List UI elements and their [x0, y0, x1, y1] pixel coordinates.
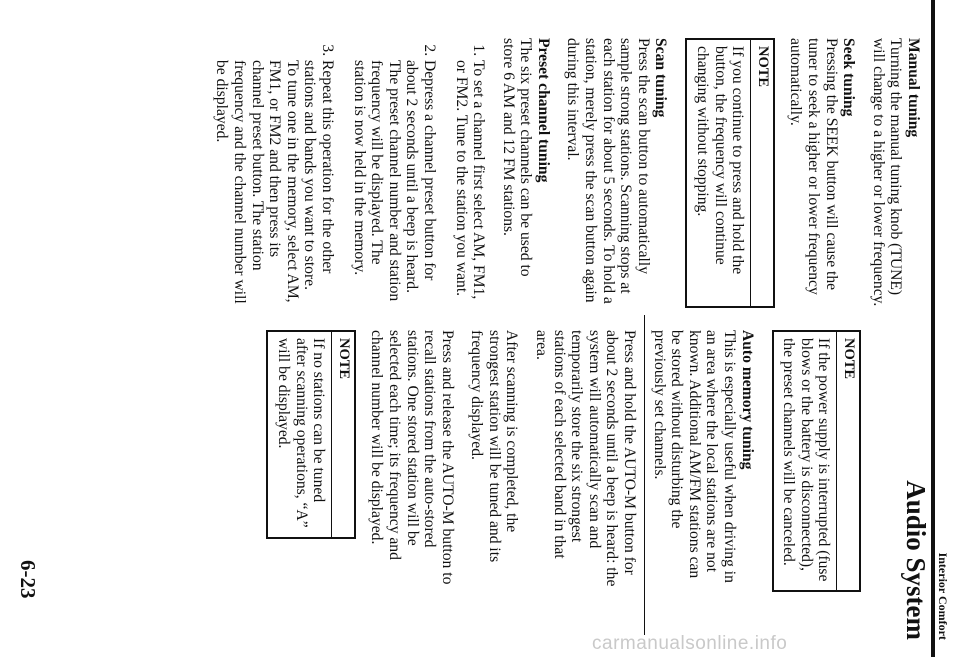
note-text: If the power supply is interrupted (fuse blows or the battery is disconnected), the preset channels will be canceled. [780, 338, 833, 582]
auto-memory-heading: Auto memory tuning [738, 330, 756, 470]
manual-tuning-section [869, 38, 922, 308]
auto-m-press-paragraph: Press and hold the AUTO-M button for about 2 seconds until a beep is heard: the system will automatically scan and temporarily store the six strongest stations of each selected band in that area. [533, 330, 639, 587]
watermark-text: carmanualsonline.info [592, 633, 788, 654]
note-label: NOTE [331, 332, 354, 537]
auto-memory-section [650, 330, 756, 592]
page-number: 6-23 [16, 560, 40, 599]
seek-tuning-heading: Seek tuning [840, 38, 858, 117]
seek-tuning-text: Pressing the SEEK button will cause the tuner to seek a higher or lower frequency automatically. [787, 38, 840, 295]
note-text: If you continue to press and hold the button, the frequency will continue changing without stopping. [694, 46, 747, 275]
preset-tuning-text: The six preset channels can be used to store 6 AM and 12 FM stations. [499, 38, 535, 277]
list-item: 2. Depress a channel preset button for about 2 seconds until a beep is heard. The preset channel number and station frequency will be displayed. The station is now held in the memory. [350, 60, 438, 308]
auto-memory-text: This is especially useful when driving in an area where the local stations are not known. Additional AM/FM stations can be stored without disturbing the previously set channels. [650, 330, 739, 583]
after-scan-paragraph: After scanning is completed, the strongest station will be tuned and its frequency displayed. [468, 330, 521, 563]
left-column [199, 38, 922, 308]
note-box-power [772, 330, 861, 592]
scan-tuning-heading: Scan tuning [652, 38, 670, 118]
auto-m-release-paragraph: Press and release the AUTO-M button to recall stations from the auto-stored stations. One stored station will be selected each time; its frequency and channel number will be displayed. [368, 330, 456, 585]
note-text: If no stations can be tuned after scanning operations, “A” will be displayed. [274, 338, 328, 528]
note-box-hold [685, 38, 774, 308]
list-item: 1. To set a channel first select AM, FM1, or FM2. Tune to the station you want. [452, 60, 487, 308]
preset-tuning-section [499, 38, 552, 308]
seek-tuning-section [787, 38, 857, 308]
scan-tuning-section [564, 38, 670, 308]
list-item: 3. Repeat this operation for the other stations and bands you want to store. To tune one in the memory, select AM, FM1, or FM2 and then press its channel preset button. The station frequency and the channel number will be displayed. [213, 60, 336, 308]
note-label: NOTE [750, 40, 773, 306]
column-divider [644, 315, 645, 635]
page-title: Audio System [901, 480, 931, 640]
manual-tuning-heading: Manual tuning [905, 38, 922, 138]
scan-tuning-text: Press the scan button to automatically sample strong stations. Scanning stops at each station for about 5 seconds. To hold a station, merely press the scan button again during this interval. [564, 38, 652, 304]
right-column [250, 330, 865, 592]
note-box-no-stations [266, 330, 355, 539]
note-label: NOTE [836, 332, 859, 590]
preset-steps-list [213, 38, 487, 308]
manual-tuning-text: Turning the manual tuning knob (TUNE) will change to a higher or lower frequency. [869, 38, 905, 307]
section-label: Interior Comfort [936, 552, 950, 640]
preset-tuning-heading: Preset channel tuning [534, 38, 552, 183]
